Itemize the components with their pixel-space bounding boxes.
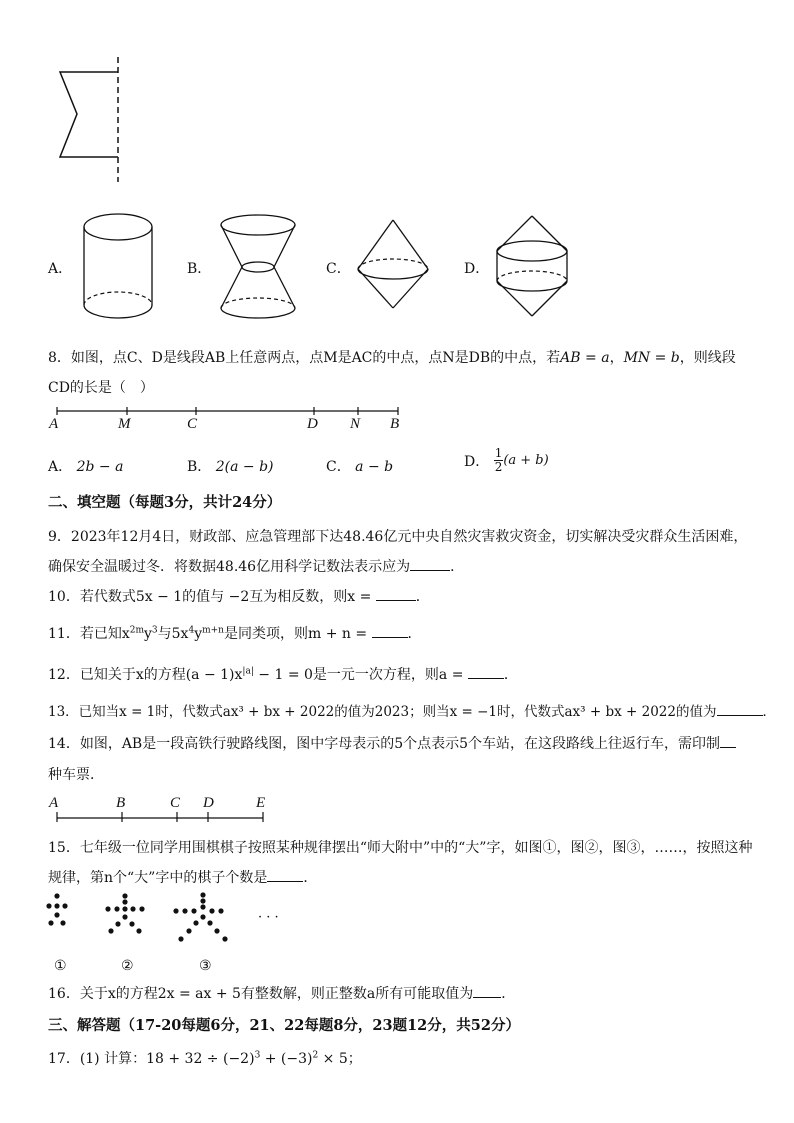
q15-pattern-2 (103, 890, 153, 940)
q14-point-e: E (256, 795, 266, 811)
q16-text: 16．关于x的方程2x = ax + 5有整数解，则正整数a所有可能取值为 (48, 986, 474, 1002)
q11-mid1: y (143, 626, 152, 642)
q8-point-a: A (49, 416, 59, 432)
q8-point-m: M (118, 416, 131, 432)
q16-end: ． (501, 986, 516, 1002)
q11-sup4: m+n (202, 625, 224, 636)
q8-option-a-expr: 2b − a (76, 459, 124, 475)
q8-question-line1 (48, 347, 736, 367)
q13-answer-blank[interactable] (717, 703, 763, 716)
q8-option-b-letter: B． (187, 459, 212, 475)
q8-text-b: ，则线段 (679, 350, 736, 366)
q8-option-d-expr: (a + b) (503, 453, 549, 468)
q7-option-b-double-cone (215, 210, 305, 330)
q9-line1: 9．2023年12月4日，财政部、应急管理部下达48.46亿元中央自然灾害救灾资金，切实解决受灾群众生活困难， (48, 529, 748, 545)
q16-answer-blank[interactable] (473, 985, 501, 998)
q8-text-a: 8．如图，点C、D是线段AB上任意两点，点M是AC的中点，点N是DB的中点，若 (48, 350, 561, 366)
q12-sup: |a| (242, 666, 254, 677)
q14-text: 14．如图，AB是一段高铁行驶路线图，图中字母表示的5个点表示5个车站，在这段路线上往返行车，需印制 (48, 736, 721, 752)
q15-caption-3: ③ (199, 958, 212, 974)
q15-line2 (48, 867, 317, 887)
q15-caption-2: ② (121, 958, 134, 974)
q8-cond2: MN = b (623, 350, 680, 366)
q8-option-d-den: 2 (494, 460, 503, 474)
q15-pattern-1 (45, 890, 85, 935)
q7-option-d-cone-cylinder-cone (494, 213, 574, 323)
q8-option-c-expr: a − b (355, 459, 394, 475)
q17-text-post: × 5； (318, 1051, 362, 1067)
q11-mid2: 与5x (157, 626, 189, 642)
q15-caption-1: ① (54, 958, 67, 974)
q14-route-figure (55, 810, 270, 824)
q7-option-c-two-cones (355, 215, 435, 315)
q15-text: 规律，第n个“大”字中的棋子个数是 (48, 870, 268, 886)
q12-text-pre: 12．已知关于x的方程(a − 1)x (48, 667, 243, 683)
q12-answer-blank[interactable] (468, 666, 504, 679)
q15-line1: 15．七年级一位同学用围棋棋子按照某种规律摆出“师大附中”中的“大”字，如图①，图②，图③，……，按照这种 (48, 840, 753, 856)
q13-line (48, 700, 776, 720)
q8-option-d-fraction (494, 447, 504, 474)
q15-answer-blank[interactable] (267, 869, 303, 882)
q13-text: 13．已知当x = 1时，代数式ax³ + bx + 2022的值为2023；则当x = −1时，代数式ax³ + bx + 2022的值为 (48, 704, 717, 720)
q8-option-c (326, 456, 393, 476)
q17-line (48, 1048, 362, 1068)
q8-point-d: D (307, 416, 318, 432)
q8-option-a (48, 456, 123, 476)
q10-line (48, 586, 430, 606)
q8-option-a-letter: A． (48, 459, 73, 475)
q7-option-b-label: B． (187, 261, 212, 277)
q14-answer-blank[interactable] (720, 735, 736, 748)
section-2-title: 二、填空题（每题3分，共计24分） (48, 494, 282, 511)
q10-text: 10．若代数式5x − 1的值与 −2互为相反数，则x = (48, 589, 376, 605)
q11-line (48, 623, 422, 643)
q11-end: ． (407, 626, 422, 642)
q14-line2: 种车票． (48, 767, 104, 783)
q8-option-d-num: 1 (494, 446, 503, 460)
q8-point-c: C (187, 416, 198, 432)
q15-end: ． (303, 870, 318, 886)
q11-mid3: y (194, 626, 203, 642)
q13-end: ． (762, 704, 776, 720)
q8-point-n: N (350, 416, 361, 432)
q10-answer-blank[interactable] (376, 588, 416, 601)
q8-option-b-expr: 2(a − b) (215, 459, 274, 475)
q7-option-a-cylinder (80, 205, 160, 335)
q8-option-b (187, 456, 274, 476)
q11-sup2: 3 (151, 625, 158, 636)
q9-line2 (48, 556, 464, 576)
q7-rotation-figure (50, 52, 130, 187)
q14-point-a: A (49, 795, 59, 811)
q9-end: ． (450, 559, 465, 575)
q17-mid: + (−3) (260, 1051, 313, 1067)
q14-line1 (48, 733, 736, 753)
q14-point-d: D (203, 795, 214, 811)
q8-option-d (464, 447, 549, 474)
q7-option-c-label: C． (326, 261, 351, 277)
q8-sep: ， (609, 350, 624, 366)
q14-point-b: B (116, 795, 126, 811)
q11-sup1: 2m (129, 625, 144, 636)
q11-text-pre: 11．若已知x (48, 626, 130, 642)
q11-text-post: 是同类项，则m + n = (223, 626, 372, 642)
q15-ellipsis: · · · (258, 910, 279, 925)
q12-end: ． (503, 667, 518, 683)
q12-text-post: − 1 = 0是一元一次方程，则a = (253, 667, 468, 683)
q8-question-line2: CD的长是（ ） (48, 380, 154, 396)
q17-sup1: 3 (254, 1050, 261, 1061)
q11-answer-blank[interactable] (372, 625, 408, 638)
q15-pattern-3 (170, 890, 230, 950)
q16-line (48, 983, 515, 1003)
q8-option-d-letter: D． (464, 453, 490, 470)
q9-text: 确保安全温暖过冬．将数据48.46亿用科学记数法表示应为 (48, 559, 411, 575)
q10-end: ． (415, 589, 430, 605)
q8-option-c-letter: C． (326, 459, 351, 475)
q14-point-c: C (170, 795, 181, 811)
q12-line (48, 664, 518, 684)
q8-cond1: AB = a (560, 350, 610, 366)
q7-option-a-label: A． (48, 261, 73, 277)
q17-text-pre: 17．(1) 计算：18 + 32 ÷ (−2) (48, 1051, 255, 1067)
q17-sup2: 2 (312, 1050, 319, 1061)
q11-sup3: 4 (188, 625, 195, 636)
q9-answer-blank[interactable] (410, 558, 450, 571)
section-3-title: 三、解答题（17-20每题6分，21、22每题8分，23题12分，共52分） (48, 1017, 520, 1034)
q8-point-b: B (390, 416, 400, 432)
q7-option-d-label: D． (464, 261, 490, 277)
